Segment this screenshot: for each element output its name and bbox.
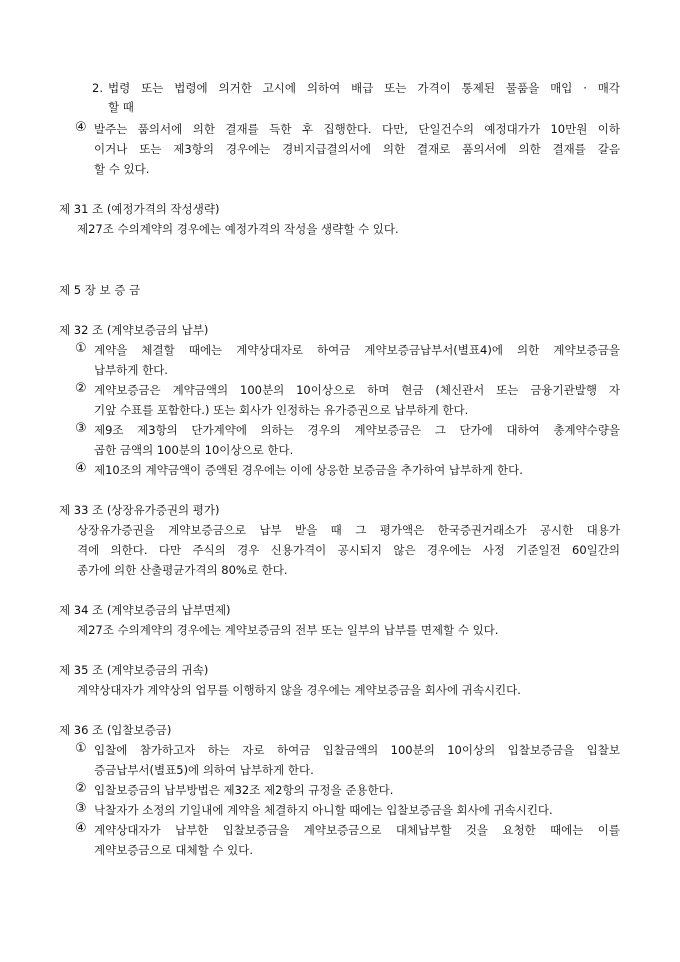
paragraph-number: ④ — [75, 821, 87, 836]
paragraph-text-line: 입찰보증금의 납부방법은 제32조 제2항의 규정을 준용한다. — [94, 783, 394, 797]
paragraph-text-line: 발주는 품의서에 의한 결재를 득한 후 집행한다. 다만, 단일건수의 예정대가가 10만원 이하 — [94, 122, 620, 136]
paragraph-text-line: 이거나 또는 제3항의 경우에는 경비지급결의서에 의한 결재로 품의서에 의한 결재를 갈음 — [94, 142, 620, 156]
article-heading: 제 34 조 (계약보증금의 납부면제) — [59, 603, 231, 617]
paragraph-number: ① — [75, 341, 87, 356]
paragraph-text-line: 제10조의 계약금액이 증액된 경우에는 이에 상응한 보증금을 추가하여 납부하게 한다. — [94, 463, 523, 477]
article-text-line: 제27조 수의계약의 경우에는 예정가격의 작성을 생략할 수 있다. — [77, 222, 399, 236]
paragraph-text-line: 입찰에 참가하고자 하는 자로 하여금 입찰금액의 100분의 10이상의 입찰보증금을 입찰보 — [94, 743, 620, 757]
article-heading: 제 35 조 (계약보증금의 귀속) — [59, 663, 209, 677]
paragraph-number: ④ — [75, 461, 87, 476]
paragraph-number: ② — [75, 381, 87, 396]
article-heading: 제 33 조 (상장유가증권의 평가) — [59, 503, 220, 517]
paragraph-text-line: 계약보증금으로 대체할 수 있다. — [94, 843, 254, 857]
paragraph-text-line: 제9조 제3항의 단가계약에 의하는 경우의 계약보증금은 그 단가에 대하여 총계약수량을 — [94, 423, 620, 437]
paragraph-number: ② — [75, 781, 87, 796]
paragraph-number: ③ — [75, 421, 87, 436]
item-number: 2. — [92, 81, 103, 95]
article-heading: 제 36 조 (입찰보증금) — [59, 723, 172, 737]
paragraph-text-line: 계약을 체결할 때에는 계약상대자로 하여금 계약보증금납부서(별표4)에 의한 계약보증금을 — [94, 343, 620, 357]
paragraph-text-line: 계약상대자가 납부한 입찰보증금을 계약보증금으로 대체납부할 것을 요청한 때에는 이를 — [94, 823, 620, 837]
paragraph-text-line: 곱한 금액의 100분의 10이상으로 한다. — [94, 443, 294, 457]
article-text-line: 종가에 의한 산출평균가격의 80%로 한다. — [77, 563, 288, 577]
paragraph-text-line: 낙찰자가 소정의 기일내에 계약을 체결하지 아니할 때에는 입찰보증금을 회사에 귀속시킨다. — [94, 803, 553, 817]
article-text-line: 격에 의한다. 다만 주식의 경우 신용가격이 공시되지 않은 경우에는 사정 기준일전 60일간의 — [77, 543, 620, 557]
paragraph-text-line: 할 수 있다. — [94, 162, 150, 176]
article-text-line: 계약상대자가 계약상의 업무를 이행하지 않을 경우에는 계약보증금을 회사에 귀속시킨다. — [77, 683, 521, 697]
paragraph-text-line: 납부하게 한다. — [94, 363, 168, 377]
paragraph-number: ④ — [75, 120, 87, 135]
article-heading: 제 32 조 (계약보증금의 납부) — [59, 323, 209, 337]
chapter-heading: 제 5 장 보 증 금 — [59, 283, 141, 297]
paragraph-text-line: 기앞 수표를 포함한다.) 또는 회사가 인정하는 유가증권으로 납부하게 한다. — [94, 403, 469, 417]
item-text-line: 할 때 — [108, 100, 134, 114]
item-text-line: 법령 또는 법령에 의거한 고시에 의하여 배급 또는 가격이 통제된 물품을 매입 · 매각 — [108, 81, 620, 95]
article-text-line: 상장유가증권을 계약보증금으로 납부 받을 때 그 평가액은 한국증권거래소가 공시한 대용가 — [77, 523, 620, 537]
article-heading: 제 31 조 (예정가격의 작성생략) — [59, 202, 220, 216]
paragraph-number: ③ — [75, 801, 87, 816]
paragraph-text-line: 계약보증금은 계약금액의 100분의 10이상으로 하며 현금 (체신관서 또는 금융기관발행 자 — [94, 383, 620, 397]
paragraph-text-line: 증금납부서(별표5)에 의하여 납부하게 한다. — [94, 763, 314, 777]
article-text-line: 제27조 수의계약의 경우에는 계약보증금의 전부 또는 일부의 납부를 면제할 수 있다. — [77, 623, 499, 637]
paragraph-number: ① — [75, 741, 87, 756]
